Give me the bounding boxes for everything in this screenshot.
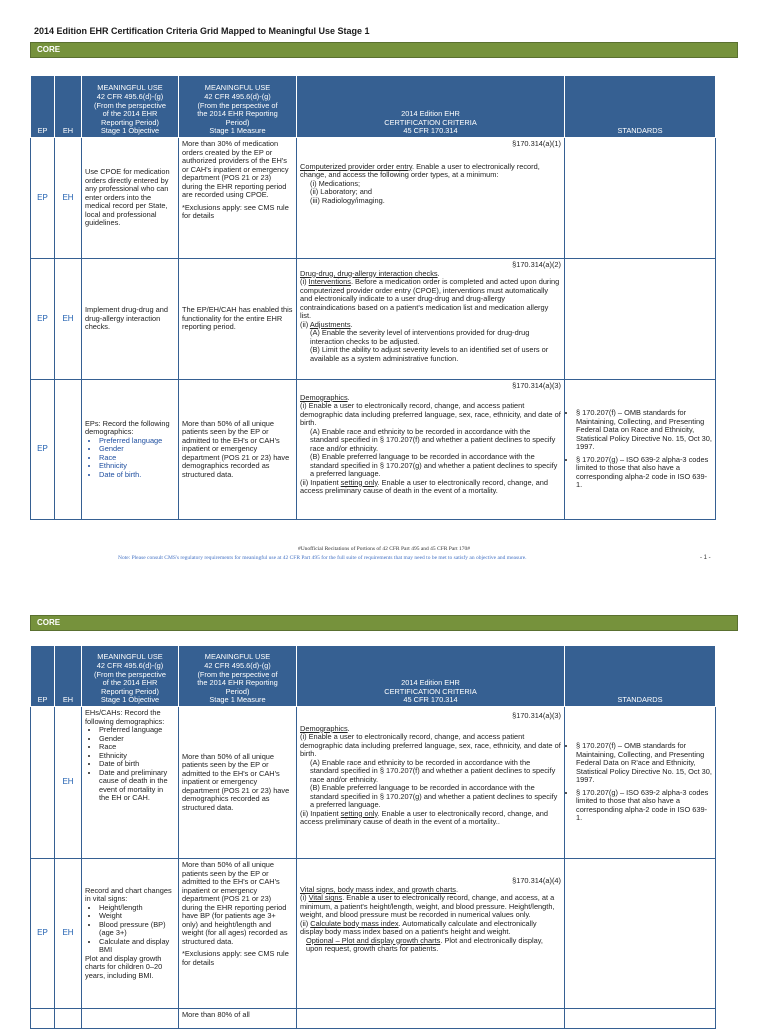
standards-cell bbox=[565, 138, 716, 259]
criteria-ii-title: Calculate body mass index bbox=[310, 918, 399, 928]
criteria-b: (B) Enable preferred language to be recorded in accordance with the standard specified in § 170.207(g) and whether a patient declines to specify a preferred language. bbox=[310, 452, 558, 478]
criteria-table-page2 bbox=[30, 645, 716, 1029]
header-eh: EH bbox=[55, 646, 82, 707]
standards-cell bbox=[565, 1009, 716, 1029]
objective-item: • Preferred language bbox=[99, 437, 175, 446]
eh-cell: EH bbox=[55, 707, 82, 859]
criteria-ii-a: (A) Enable the severity level of interventions provided for drug-drug interaction checks to be adjusted. bbox=[310, 328, 530, 346]
table-row bbox=[31, 259, 716, 380]
criteria-optional-title: Optional – Plot and display growth charts bbox=[306, 935, 441, 945]
criteria-i: (i) Enable a user to electronically record, change, and access patient demographic data including preferred language, sex, race, ethnicity, and date of birth. bbox=[300, 732, 561, 758]
criteria-item: (ii) Laboratory; and bbox=[310, 187, 373, 196]
criteria-cell: §170.314(a)(2) Drug-drug, drug-allergy interaction checks. (i) Interventions. Before a medication order is completed and acted upon during computerized provider order entry (CPOE), interventions must automatically and electronically indicate to a user drug-drug and drug-allergy contraindications based on a patient's medication list and medication allergy list. (ii) Adjustments. (A) Enable the severity level of interventions provided for drug-drug interaction checks to be adjusted. (B) Limit the ability to adjust severity levels to an identified set of users or available as a system administrative function. bbox=[297, 259, 565, 380]
criteria-item: (iii) Radiology/imaging. bbox=[310, 195, 385, 205]
standards-cell bbox=[565, 380, 716, 520]
measure-cell: The EP/EH/CAH has enabled this functionality for the entire EHR reporting period. bbox=[179, 259, 297, 380]
ep-cell: EP bbox=[31, 138, 55, 259]
standard-item: • § 170.207(f) – OMB standards for Maintaining, Collecting, and Presenting Federal Data on Race and Ethnicity, Statistical Policy Directive No. 15, Oct 30, 1997. bbox=[576, 409, 712, 452]
criteria-title: Drug-drug, drug-allergy interaction checks bbox=[300, 268, 438, 278]
measure-cell bbox=[179, 138, 297, 259]
table-row bbox=[31, 859, 716, 1009]
criteria-ii-label: (ii) bbox=[300, 319, 310, 329]
standards-cell bbox=[565, 859, 716, 1009]
criteria-section: §170.314(a)(3) bbox=[512, 711, 561, 720]
objective-item: • Preferred language bbox=[99, 726, 175, 735]
header-measure: MEANINGFUL USE 42 CFR 495.6(d)-(g) (From the perspective of the 2014 EHR Reporting Period) Stage 1 Measure bbox=[179, 646, 297, 707]
criteria-ii-text: . Automatically calculate and electronically display body mass index based on a patient's height and weight. bbox=[300, 918, 537, 936]
criteria-ii-title: Adjustments bbox=[309, 319, 351, 329]
header-measure: MEANINGFUL USE 42 CFR 495.6(d)-(g) (From the perspective of the 2014 EHR Reporting Period) Stage 1 Measure bbox=[179, 76, 297, 138]
criteria-title: Vital signs, body mass index, and growth charts bbox=[300, 884, 456, 894]
header-ep: EP bbox=[31, 76, 55, 138]
eh-cell bbox=[55, 1009, 82, 1029]
criteria-a: (A) Enable race and ethnicity to be recorded in accordance with the standard specified in § 170.207(f) and whether a patient declines to specify race and/or ethnicity. bbox=[310, 426, 556, 453]
objective-outro: Plot and display growth charts for children 0–20 years, including BMI. bbox=[85, 953, 163, 980]
criteria-title: Computerized provider order entry bbox=[300, 161, 413, 171]
standard-item: • § 170.207(g) – ISO 639-2 alpha-3 codes limited to those that also have a corresponding alpha-2 code in ISO 639-1. bbox=[576, 789, 712, 823]
objective-item: • Date and preliminary cause of death in the event of mortality in the EH or CAH. bbox=[99, 769, 175, 803]
header-ep: EP bbox=[31, 646, 55, 707]
criteria-cell bbox=[297, 138, 565, 259]
objective-item: • Ethnicity bbox=[99, 462, 175, 471]
header-objective: MEANINGFUL USE 42 CFR 495.6(d)-(g) (From the perspective of the 2014 EHR Reporting Period) Stage 1 Objective bbox=[82, 76, 179, 138]
criteria-ii-b: (B) Limit the ability to adjust severity levels to an identified set of users or available as a system administrative function. bbox=[310, 345, 549, 363]
criteria-a: (A) Enable race and ethnicity to be recorded in accordance with the standard specified in § 170.207(f) and whether a patient declines to specify race and/or ethnicity. bbox=[310, 757, 556, 784]
criteria-section: §170.314(a)(1) bbox=[512, 139, 561, 148]
objective-intro: Record and chart changes in vital signs: bbox=[85, 885, 172, 904]
eh-cell: EH bbox=[55, 138, 82, 259]
criteria-table-page1 bbox=[30, 75, 716, 520]
standard-item: • § 170.207(f) – OMB standards for Maintaining, Collecting, and Presenting Federal Data on R'ace and Ethnicity, Statistical Policy Directive No. 15, Oct 30, 1997. bbox=[576, 742, 712, 785]
ep-cell bbox=[31, 707, 55, 859]
criteria-ii-title: setting only bbox=[340, 477, 378, 487]
criteria-body bbox=[300, 163, 561, 180]
criteria-ii-text: . Enable a user to electronically record, change, and access preliminary cause of death in the event of a mortality. bbox=[300, 477, 549, 495]
table-row bbox=[31, 380, 716, 520]
eh-cell: EH bbox=[55, 259, 82, 380]
measure-text: More than 30% of medication orders created by the EP or authorized providers of the EH's or CAH's inpatient or emergency department (POS 21 or 23) during the EHR reporting period are recorded using CPOE. bbox=[182, 139, 289, 199]
objective-cell bbox=[82, 1009, 179, 1029]
objective-item: • Date of birth. bbox=[99, 471, 175, 480]
measure-cell: More than 50% of all unique patients seen by the EP or admitted to the EH's or CAH's inpatient or emergency department (POS 21 or 23) have demographics recorded as structured data. bbox=[179, 707, 297, 859]
standards-cell bbox=[565, 707, 716, 859]
criteria-cell bbox=[297, 1009, 565, 1029]
criteria-title: Demographics bbox=[300, 723, 348, 733]
measure-text: More than 50% of all unique patients seen by the EP or admitted to the EH's or CAH's inpatient or emergency department (POS 21 or 23) during the EHR reporting period have BP (for patients age 3+ only) and height/length and weight (for all ages) recorded as structured data. bbox=[182, 860, 288, 946]
footer-recitation: #Unofficial Recitations of Portions of 42 CFR Part 495 and 45 CFR Part 170# bbox=[297, 546, 471, 552]
objective-item: • Blood pressure (BP) (age 3+) bbox=[99, 921, 175, 938]
core-band bbox=[30, 615, 738, 631]
criteria-optional-text: . Plot and electronically display, upon request, growth charts for patients. bbox=[306, 935, 543, 953]
criteria-cell: §170.314(a)(4) Vital signs, body mass index, and growth charts. (i) Vital signs. Enable a user to electronically record, change, and access, at a minimum, a patient's height/length, weight, and blood pressure. Height/length, weight, and blood pressure must be recorded in numerical values only. (ii) Calculate body mass index. Automatically calculate and electronically display body mass index based on a patient's height and weight. Optional – Plot and display growth charts. Plot and electronically display, upon request, growth charts for patients. bbox=[297, 859, 565, 1009]
criteria-section: §170.314(a)(3) bbox=[512, 381, 561, 390]
objective-item: • Gender bbox=[99, 735, 175, 744]
objective-item: • Calculate and display BMI bbox=[99, 938, 175, 955]
header-standards: STANDARDS bbox=[565, 646, 716, 707]
criteria-b: (B) Enable preferred language to be recorded in accordance with the standard specified in § 170.207(g) and whether a patient declines to specify a preferred language. bbox=[310, 783, 558, 809]
objective-item: • Race bbox=[99, 454, 175, 463]
objective-item: • Weight bbox=[99, 912, 175, 921]
table-row bbox=[31, 707, 716, 859]
criteria-item: (i) Medications; bbox=[310, 178, 361, 188]
criteria-cell: §170.314(a)(3) Demographics. (i) Enable a user to electronically record, change, and access patient demographic data including preferred language, sex, race, ethnicity, and date of birth. (A) Enable race and ethnicity to be recorded in accordance with the standard specified in § 170.207(f) and whether a patient declines to specify race and/or ethnicity. (B) Enable preferred language to be recorded in accordance with the standard specified in § 170.207(g) and whether a patient declines to specify a preferred language. (ii) Inpatient setting only. Enable a user to electronically record, change, and access preliminary cause of death in the event of a mortality. bbox=[297, 380, 565, 520]
standard-item: • § 170.207(g) – ISO 639-2 alpha-3 codes limited to those that also have a corresponding alpha-2 code in ISO 639-1. bbox=[576, 456, 712, 490]
objective-cell bbox=[82, 380, 179, 520]
criteria-cell: §170.314(a)(3) Demographics. (i) Enable a user to electronically record, change, and access patient demographic data including preferred language, sex, race, ethnicity, and date of birth. (A) Enable race and ethnicity to be recorded in accordance with the standard specified in § 170.207(f) and whether a patient declines to specify race and/or ethnicity. (B) Enable preferred language to be recorded in accordance with the standard specified in § 170.207(g) and whether a patient declines to specify a preferred language. (ii) Inpatient setting only. Enable a user to electronically record, change, and access preliminary cause of death in the event of a mortality.. bbox=[297, 707, 565, 859]
criteria-text: . Enable a user to electronically record, change, and access the following order types, at a minimum: bbox=[300, 161, 540, 179]
core-band-label: CORE bbox=[37, 618, 61, 627]
criteria-i: (i) Enable a user to electronically record, change, and access patient demographic data including preferred language, sex, race, ethnicity, and date of birth. bbox=[300, 401, 561, 427]
criteria-i-label: (i) bbox=[300, 277, 309, 286]
objective-item: • Race bbox=[99, 743, 175, 752]
header-criteria: 2014 Edition EHR CERTIFICATION CRITERIA 45 CFR 170.314 bbox=[297, 646, 565, 707]
criteria-i-label: (i) bbox=[300, 893, 309, 902]
objective-cell bbox=[82, 859, 179, 1009]
ep-cell: EP bbox=[31, 859, 55, 1009]
eh-cell: EH bbox=[55, 859, 82, 1009]
criteria-ii-label: (ii) Inpatient bbox=[300, 808, 341, 818]
criteria-i-text: . Enable a user to electronically record, change, and access, at a minimum, a patient's height/length, weight, and blood pressure. Height/length, weight, and blood pressure must be recorded in numerical values only. bbox=[300, 893, 555, 919]
page-number: - 1 - bbox=[700, 555, 711, 561]
objective-cell: Use CPOE for medication orders directly entered by any professional who can enter orders into the medical record per State, local and professional guidelines. bbox=[82, 138, 179, 259]
core-band-label: CORE bbox=[37, 45, 61, 54]
criteria-ii-label: (ii) bbox=[300, 918, 311, 928]
ep-cell: EP bbox=[31, 259, 55, 380]
criteria-ii-label: (ii) Inpatient bbox=[300, 477, 341, 487]
header-criteria: 2014 Edition EHR CERTIFICATION CRITERIA 45 CFR 170.314 bbox=[297, 76, 565, 138]
header-eh: EH bbox=[55, 76, 82, 138]
measure-cell: More than 80% of all bbox=[179, 1009, 297, 1029]
table-row bbox=[31, 1009, 716, 1029]
criteria-title: Demographics bbox=[300, 392, 348, 402]
objective-intro: EPs: Record the following demographics: bbox=[85, 418, 170, 437]
criteria-section: §170.314(a)(4) bbox=[512, 876, 561, 885]
objective-item: • Height/length bbox=[99, 904, 175, 913]
core-band bbox=[30, 42, 738, 58]
ep-cell bbox=[31, 1009, 55, 1029]
document-title: 2014 Edition EHR Certification Criteria Grid Mapped to Meaningful Use Stage 1 bbox=[34, 26, 370, 36]
criteria-i-title: Vital signs bbox=[308, 893, 343, 902]
footer-note: Note: Please consult CMS's regulatory requirements for meaningful use at 42 CFR Part 495 for the full suite of requirements that may need to be met to satisfy an objective and measure. bbox=[118, 555, 527, 561]
measure-cell: More than 50% of all unique patients seen by the EP or admitted to the EH's or CAH's inpatient or emergency department (POS 21 or 23) have demographics recorded as structured data. bbox=[179, 380, 297, 520]
criteria-section: §170.314(a)(2) bbox=[512, 260, 561, 269]
objective-item: • Date of birth bbox=[99, 760, 175, 769]
criteria-i-title: Interventions bbox=[308, 277, 351, 286]
table-row bbox=[31, 138, 716, 259]
header-objective: MEANINGFUL USE 42 CFR 495.6(d)-(g) (From the perspective of the 2014 EHR Reporting Period) Stage 1 Objective bbox=[82, 646, 179, 707]
ep-cell: EP bbox=[31, 380, 55, 520]
measure-note: *Exclusions apply: see CMS rule for details bbox=[182, 949, 289, 967]
header-standards: STANDARDS bbox=[565, 76, 716, 138]
criteria-ii-title: setting only bbox=[340, 808, 378, 818]
eh-cell bbox=[55, 380, 82, 520]
objective-cell: Implement drug-drug and drug-allergy interaction checks. bbox=[82, 259, 179, 380]
criteria-ii-text: . Enable a user to electronically record, change, and access preliminary cause of death in the event of a mortality.. bbox=[300, 808, 549, 826]
measure-note: *Exclusions apply: see CMS rule for details bbox=[182, 202, 289, 220]
standards-cell bbox=[565, 259, 716, 380]
objective-cell bbox=[82, 707, 179, 859]
criteria-i-text: . Before a medication order is completed and acted upon during computerized provider order entry (CPOE), interventions must automatically and electronically indicate to a user drug-drug and drug-allergy contraindications based on a patient's medication list and medication allergy list. bbox=[300, 277, 560, 320]
objective-item: • Gender bbox=[99, 445, 175, 454]
objective-item: • Ethnicity bbox=[99, 752, 175, 761]
objective-intro: EHs/CAHs: Record the following demographics: bbox=[85, 708, 165, 726]
measure-cell bbox=[179, 859, 297, 1009]
